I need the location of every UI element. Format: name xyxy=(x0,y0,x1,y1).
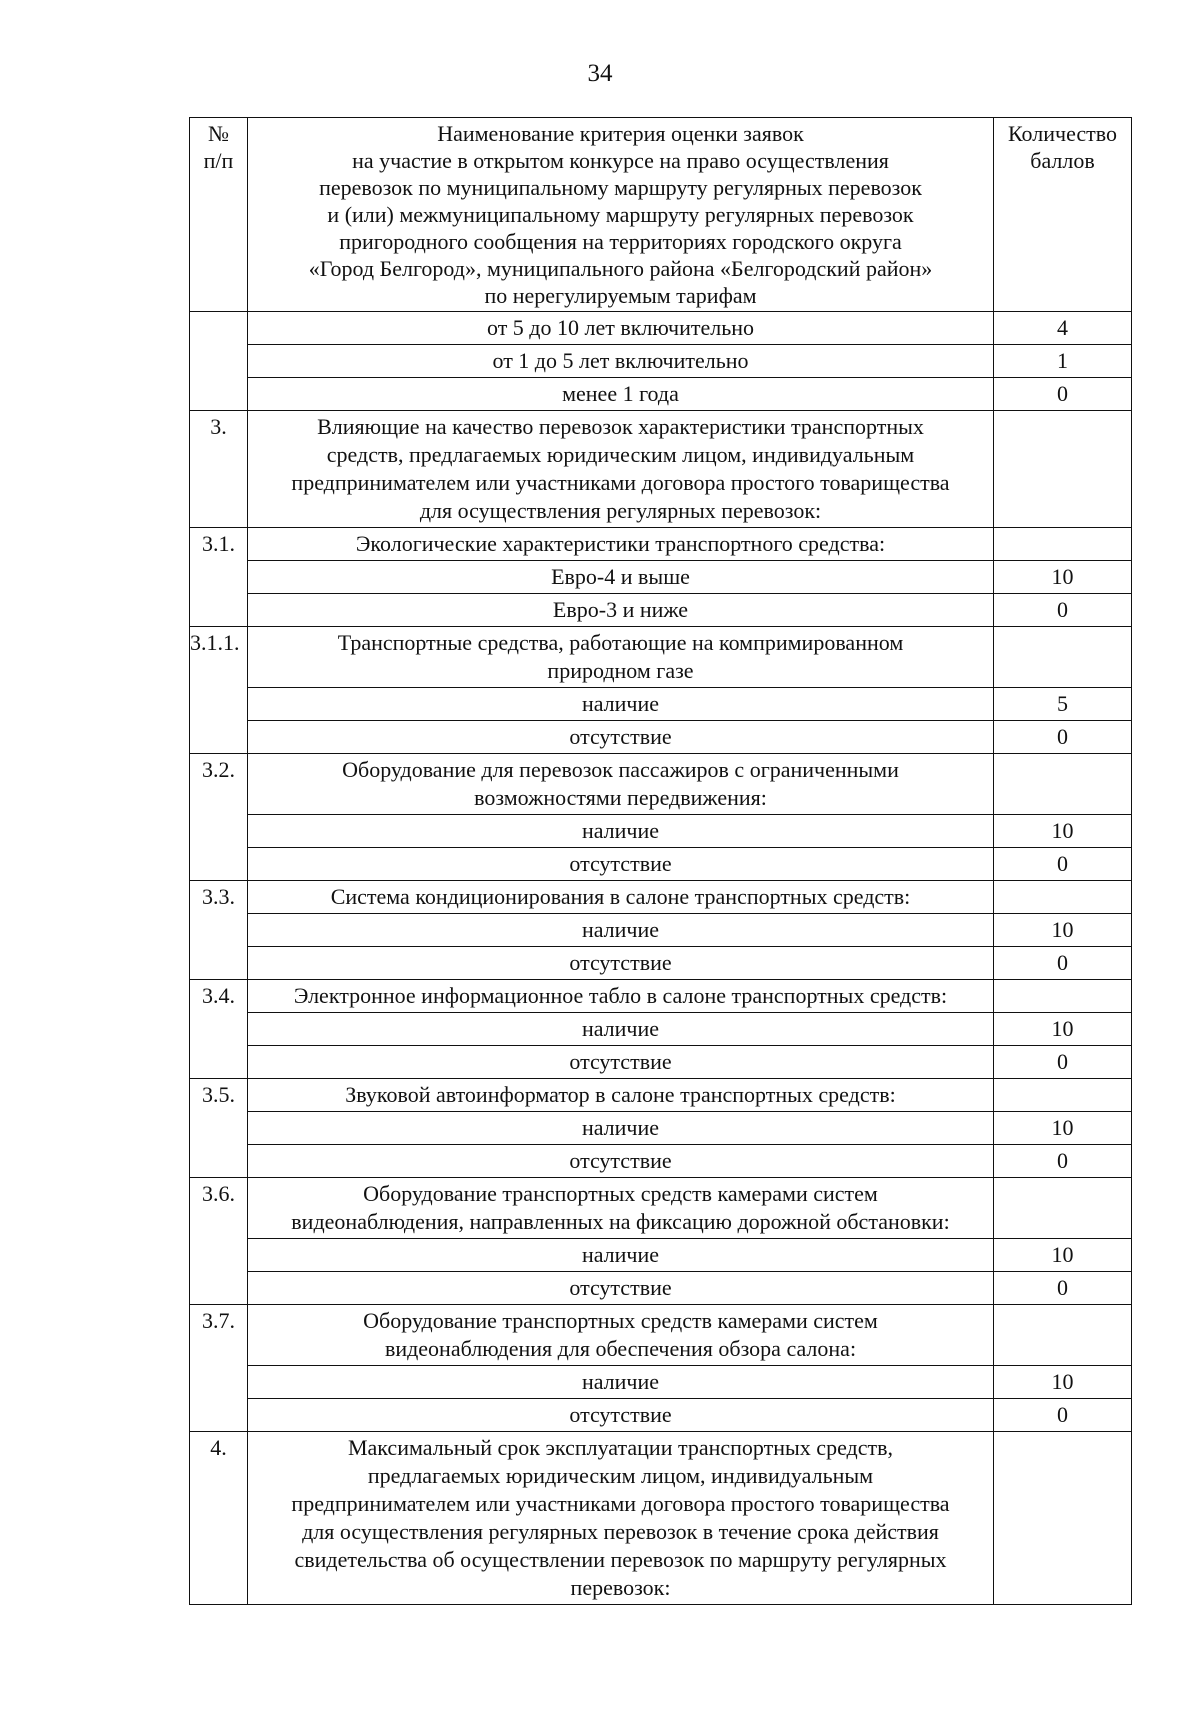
option-label: отсутствие xyxy=(248,721,994,754)
table-row xyxy=(190,815,1132,848)
row-number: 3. xyxy=(190,411,248,528)
header-points-line: Количество xyxy=(1007,121,1118,146)
header-points-line: баллов xyxy=(1030,148,1095,173)
header-name-line: «Город Белгород», муниципального района «Белгородский район» xyxy=(308,256,933,281)
header-name-line: Наименование критерия оценки заявок xyxy=(437,121,804,146)
criterion-points xyxy=(994,1178,1132,1239)
header-name-line: перевозок по муниципальному маршруту регулярных перевозок xyxy=(319,175,922,200)
option-label: отсутствие xyxy=(248,1272,994,1305)
criterion-label: Система кондиционирования в салоне транспортных средств: xyxy=(248,881,994,914)
table-row xyxy=(190,411,1132,528)
header-name-line: и (или) межмуниципальному маршруту регулярных перевозок xyxy=(327,202,914,227)
header-number xyxy=(190,118,248,312)
criterion-label xyxy=(248,627,994,688)
table-header-row xyxy=(190,118,1132,312)
criterion-line: Максимальный срок эксплуатации транспортных средств, xyxy=(347,1435,894,1460)
criterion-line: видеонаблюдения, направленных на фиксацию дорожной обстановки: xyxy=(291,1209,950,1234)
option-points: 0 xyxy=(994,947,1132,980)
criterion-points xyxy=(994,1079,1132,1112)
criterion-line: природном газе xyxy=(547,658,694,683)
table-row xyxy=(190,1112,1132,1145)
header-name-line: пригородного сообщения на территориях городского округа xyxy=(339,229,902,254)
row-number: 3.2. xyxy=(190,754,248,881)
table-row xyxy=(190,345,1132,378)
option-label: наличие xyxy=(248,1013,994,1046)
criterion-line: Оборудование транспортных средств камерами систем xyxy=(363,1181,878,1206)
option-label: от 1 до 5 лет включительно xyxy=(248,345,994,378)
row-number: 3.3. xyxy=(190,881,248,980)
table-row xyxy=(190,594,1132,627)
option-points: 1 xyxy=(994,345,1132,378)
criterion-label xyxy=(248,1178,994,1239)
table-row xyxy=(190,1046,1132,1079)
option-points: 0 xyxy=(994,1145,1132,1178)
option-points: 5 xyxy=(994,688,1132,721)
option-points: 10 xyxy=(994,1013,1132,1046)
header-name-line: по нерегулируемым тарифам xyxy=(484,283,757,308)
option-label: менее 1 года xyxy=(248,378,994,411)
table-row xyxy=(190,1079,1132,1112)
option-label: отсутствие xyxy=(248,947,994,980)
criterion-line: предпринимателем или участниками договора простого товарищества xyxy=(291,1491,950,1516)
option-label: Евро-3 и ниже xyxy=(248,594,994,627)
table-row xyxy=(190,312,1132,345)
option-points: 0 xyxy=(994,1272,1132,1305)
option-label: от 5 до 10 лет включительно xyxy=(248,312,994,345)
option-points: 10 xyxy=(994,914,1132,947)
table-row xyxy=(190,627,1132,688)
criterion-line: Транспортные средства, работающие на компримированном xyxy=(337,630,904,655)
table-row xyxy=(190,1013,1132,1046)
table-row xyxy=(190,980,1132,1013)
criterion-line: средств, предлагаемых юридическим лицом, индивидуальным xyxy=(326,442,915,467)
criterion-line: для осуществления регулярных перевозок в течение срока действия xyxy=(302,1519,939,1544)
option-points: 10 xyxy=(994,1112,1132,1145)
option-label: отсутствие xyxy=(248,1399,994,1432)
option-points: 0 xyxy=(994,1399,1132,1432)
criterion-points xyxy=(994,980,1132,1013)
criterion-line: свидетельства об осуществлении перевозок по маршруту регулярных xyxy=(294,1547,947,1572)
header-name-line: на участие в открытом конкурсе на право осуществления xyxy=(352,148,889,173)
criterion-line: предпринимателем или участниками договора простого товарищества xyxy=(291,470,950,495)
option-label: наличие xyxy=(248,914,994,947)
criterion-line: возможностями передвижения: xyxy=(474,785,767,810)
criterion-label xyxy=(248,754,994,815)
criterion-line: видеонаблюдения для обеспечения обзора салона: xyxy=(384,1336,857,1361)
criterion-label xyxy=(248,411,994,528)
criterion-label: Электронное информационное табло в салоне транспортных средств: xyxy=(248,980,994,1013)
option-points: 10 xyxy=(994,1366,1132,1399)
criterion-points xyxy=(994,881,1132,914)
table-row xyxy=(190,1305,1132,1366)
option-label: отсутствие xyxy=(248,1145,994,1178)
table-row xyxy=(190,914,1132,947)
option-label: наличие xyxy=(248,1112,994,1145)
header-points xyxy=(994,118,1132,312)
option-points: 10 xyxy=(994,815,1132,848)
table-row xyxy=(190,1432,1132,1605)
table-row xyxy=(190,754,1132,815)
row-number: 3.1.1. xyxy=(190,627,248,754)
option-label: наличие xyxy=(248,688,994,721)
criterion-label: Звуковой автоинформатор в салоне транспортных средств: xyxy=(248,1079,994,1112)
table-row xyxy=(190,1178,1132,1239)
criterion-label xyxy=(248,1305,994,1366)
criterion-line: Влияющие на качество перевозок характеристики транспортных xyxy=(317,414,924,439)
option-label: наличие xyxy=(248,1366,994,1399)
option-points: 0 xyxy=(994,721,1132,754)
criterion-line: Оборудование транспортных средств камерами систем xyxy=(363,1308,878,1333)
table-row xyxy=(190,848,1132,881)
criterion-line: перевозок: xyxy=(570,1575,671,1600)
criterion-label xyxy=(248,1432,994,1605)
criterion-points xyxy=(994,1432,1132,1605)
option-points: 10 xyxy=(994,1239,1132,1272)
option-label: наличие xyxy=(248,1239,994,1272)
table-row xyxy=(190,1399,1132,1432)
table-row xyxy=(190,721,1132,754)
criteria-table xyxy=(189,117,1132,1605)
criterion-line: предлагаемых юридическим лицом, индивидуальным xyxy=(367,1463,874,1488)
table-row xyxy=(190,1239,1132,1272)
option-points: 0 xyxy=(994,378,1132,411)
page-number: 34 xyxy=(587,60,613,87)
option-label: наличие xyxy=(248,815,994,848)
header-criterion-name xyxy=(248,118,994,312)
row-number xyxy=(190,312,248,411)
header-number-line: № xyxy=(208,121,229,146)
option-points: 4 xyxy=(994,312,1132,345)
table-row xyxy=(190,378,1132,411)
criterion-line: Оборудование для перевозок пассажиров с ограниченными xyxy=(342,757,899,782)
table-row xyxy=(190,688,1132,721)
table-row xyxy=(190,947,1132,980)
table-row xyxy=(190,1366,1132,1399)
option-label: отсутствие xyxy=(248,848,994,881)
row-number: 3.4. xyxy=(190,980,248,1079)
criterion-points xyxy=(994,754,1132,815)
criterion-points xyxy=(994,528,1132,561)
table-row xyxy=(190,561,1132,594)
row-number: 3.7. xyxy=(190,1305,248,1432)
row-number: 3.6. xyxy=(190,1178,248,1305)
option-label: отсутствие xyxy=(248,1046,994,1079)
row-number: 3.5. xyxy=(190,1079,248,1178)
option-points: 0 xyxy=(994,1046,1132,1079)
header-number-line: п/п xyxy=(203,148,234,173)
criterion-label: Экологические характеристики транспортного средства: xyxy=(248,528,994,561)
option-label: Евро-4 и выше xyxy=(248,561,994,594)
table-row xyxy=(190,1272,1132,1305)
table-row xyxy=(190,1145,1132,1178)
row-number: 4. xyxy=(190,1432,248,1605)
row-number: 3.1. xyxy=(190,528,248,627)
criterion-line: для осуществления регулярных перевозок: xyxy=(419,498,822,523)
criterion-points xyxy=(994,1305,1132,1366)
table-row xyxy=(190,881,1132,914)
criterion-points xyxy=(994,627,1132,688)
option-points: 10 xyxy=(994,561,1132,594)
criterion-points xyxy=(994,411,1132,528)
option-points: 0 xyxy=(994,848,1132,881)
table-row xyxy=(190,528,1132,561)
option-points: 0 xyxy=(994,594,1132,627)
